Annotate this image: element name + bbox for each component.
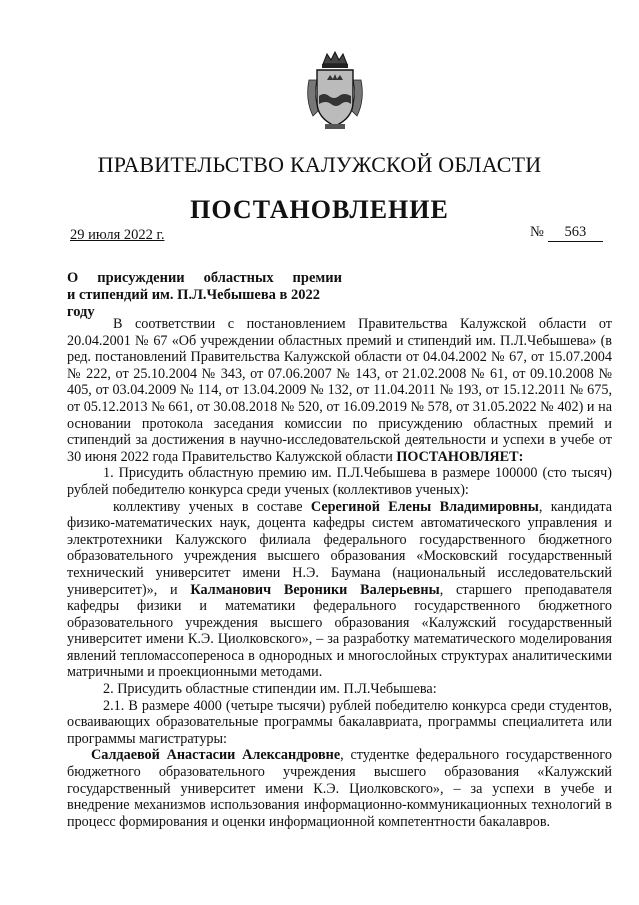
number-value: 563: [548, 224, 603, 242]
decree-word: ПОСТАНОВЛЯЕТ:: [396, 448, 524, 465]
laureate-name-2: Калманович Вероники Валерьевны: [190, 581, 440, 598]
laureates-paragraph: [67, 499, 612, 682]
kaluga-coat-of-arms-icon: [303, 50, 367, 132]
laureate-desc-1: , кандидата физико-математических наук, доцента кафедры систем автоматического управления и электротехники Калужского филиала федерального государственного бюджетного образовательного учреждения высшего образования «Московский государственный технический университет имени Н.Э. Баумана (национальный исследовательский университет)», и: [67, 498, 612, 598]
preamble-paragraph: [67, 316, 612, 465]
item-2-1-paragraph: 2.1. В размере 4000 (четыре тысячи) рублей победителю конкурса среди студентов, осваивающих образовательные программы бакалавриата, программы специалитета или программы магистратуры:: [67, 697, 612, 747]
subject-line-2: и стипендий им. П.Л.Чебышева в 2022 году: [67, 287, 321, 320]
laureate-name-1: Серегиной Елены Владимировны: [310, 498, 539, 515]
document-subject: [67, 270, 342, 321]
student-desc: , студентке федерального государственного бюджетного образовательного учреждения высшего образования «Калужский государственный университет имени К.Э. Циолковского», – за успехи в учебе и внедрение механизмов использования информационно-коммуникационных технологий в процесс формирования и оценки информационной компетентности бакалавров.: [67, 747, 612, 830]
document-number: [530, 224, 603, 242]
organization-title: ПРАВИТЕЛЬСТВО КАЛУЖСКОЙ ОБЛАСТИ: [97, 152, 542, 177]
student-paragraph: [67, 747, 612, 830]
document-date: 29 июля 2022 г.: [70, 227, 165, 243]
document-type-title: ПОСТАНОВЛЕНИЕ: [190, 195, 449, 224]
number-label: №: [530, 224, 544, 240]
subject-line-1: О присуждении областных премии: [67, 270, 342, 286]
student-name: Салдаевой Анастасии Александровне: [91, 747, 341, 764]
preamble-text: В соответствии с постановлением Правительства Калужской области от 20.04.2001 № 67 «Об учреждении областных премий и стипендий им. П.Л.Чебышева» (в ред. постановлений Правительства Калужской области от 04.04.2002 № 67, от 15.07.2004 № 222, от 25.10.2004 № 343, от 07.06.2007 № 143, от 21.02.2008 № 61, от 09.10.2008 № 405, от 03.04.2009 № 114, от 13.04.2009 № 132, от 11.04.2011 № 193, от 15.12.2011 № 675, от 05.12.2013 № 661, от 30.08.2018 № 520, от 16.09.2019 № 578, от 31.05.2022 № 402) и на основании протокола заседания комиссии по присуждению областных премий и стипендий за достижения в научно-исследовательской деятельности и успехи в учебе от 30 июня 2022 года Правительство Калужской области: [67, 316, 612, 465]
item-1-paragraph: 1. Присудить областную премию им. П.Л.Чебышева в размере 100000 (сто тысяч) рублей победителю конкурса среди ученых (коллективов ученых):: [67, 465, 612, 498]
laureate-desc-2: , старшего преподавателя кафедры физики и математики федерального государственного бюджетного образовательного учреждения высшего образования «Калужский государственный университет имени К.Э. Циолковского», – за разработку математического моделирования явлений тепломассопереноса в однородных и многослойных структурах аналитическими матричными и проекционными методами.: [67, 581, 612, 681]
document-body: [67, 316, 612, 830]
laureates-intro: коллективу ученых в составе: [113, 498, 311, 515]
item-2-paragraph: 2. Присудить областные стипендии им. П.Л.Чебышева:: [103, 681, 437, 698]
